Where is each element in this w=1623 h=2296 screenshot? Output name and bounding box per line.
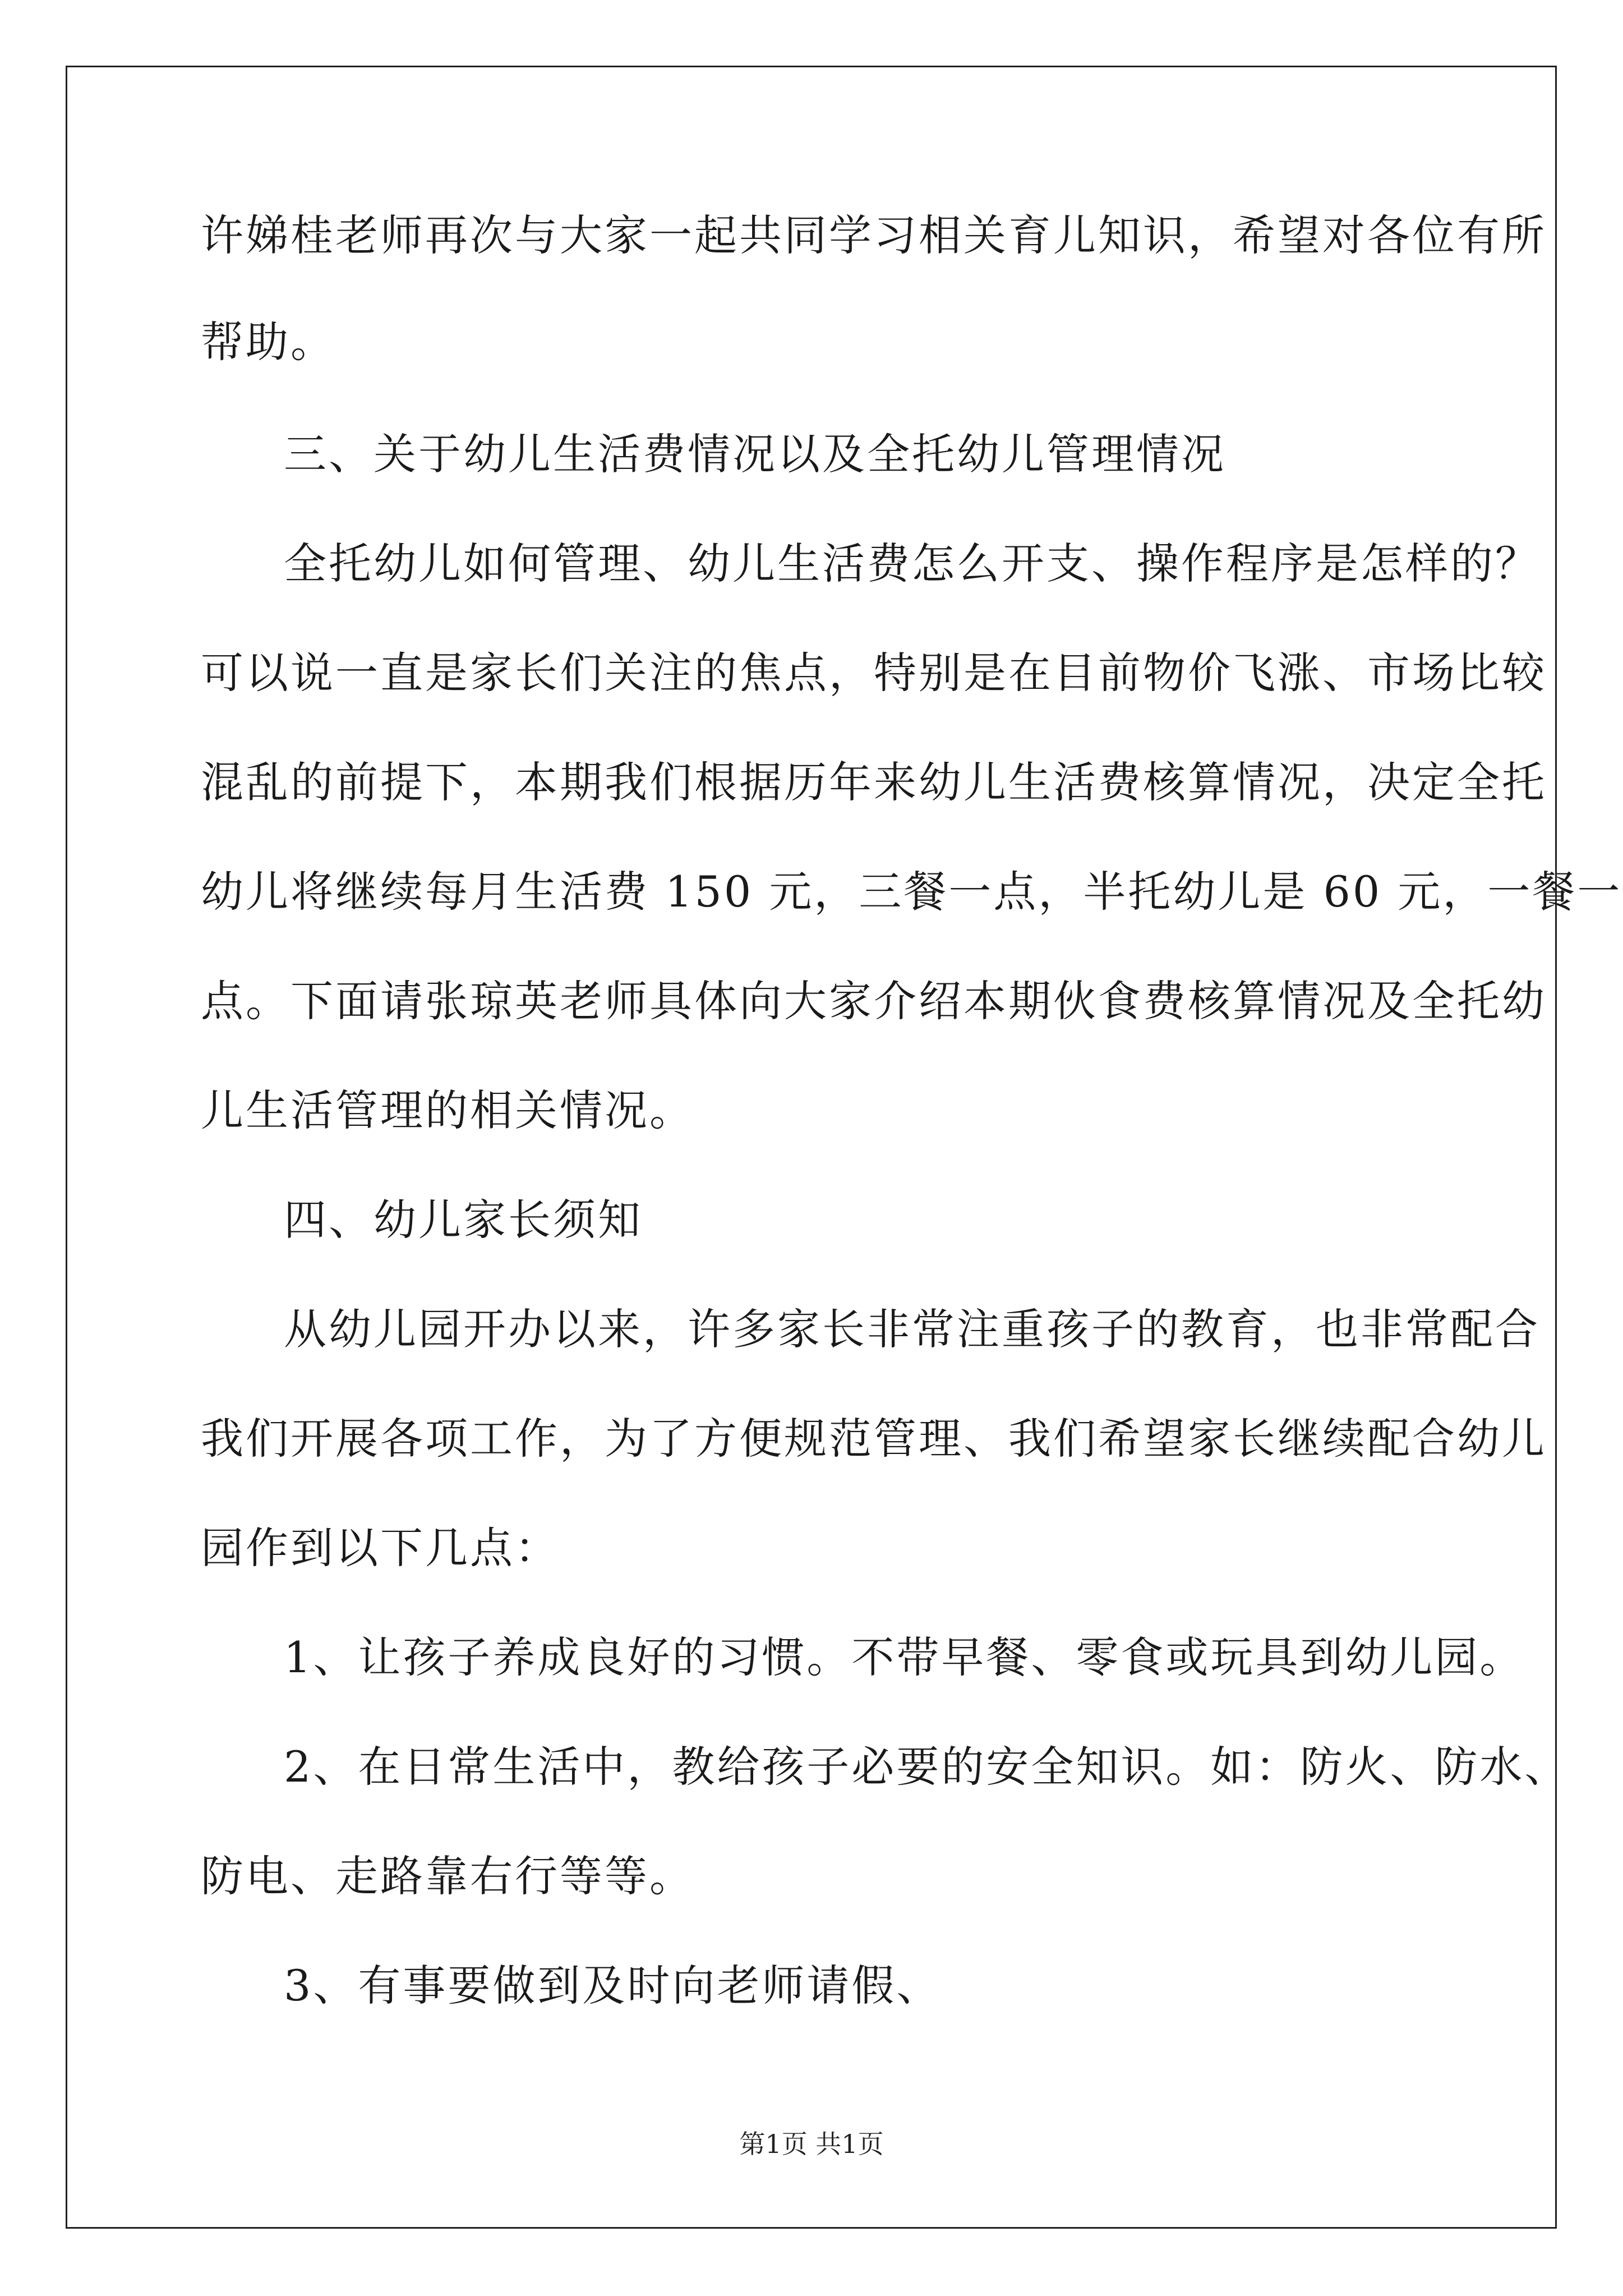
text-line: 帮助。 — [201, 317, 335, 367]
page-number: 第1页 共1页 — [739, 2129, 884, 2159]
text-line: 幼儿将继续每月生活费 150 元，三餐一点，半托幼儿是 60 元，一餐一 — [201, 867, 1622, 917]
text-line: 园作到以下几点： — [201, 1523, 560, 1573]
section-heading: 三、关于幼儿生活费情况以及全托幼儿管理情况 — [284, 429, 1226, 479]
text-line: 许娣桂老师再次与大家一起共同学习相关育儿知识，希望对各位有所 — [201, 210, 1547, 260]
text-line: 我们开展各项工作，为了方便规范管理、我们希望家长继续配合幼儿 — [201, 1414, 1547, 1464]
list-item: 2、在日常生活中，教给孩子必要的安全知识。如：防火、防水、 — [284, 1742, 1570, 1792]
list-item: 1、让孩子养成良好的习惯。不带早餐、零食或玩具到幼儿园。 — [284, 1632, 1525, 1682]
text-line: 可以说一直是家长们关注的焦点，特别是在目前物价飞涨、市场比较 — [201, 648, 1547, 698]
text-line: 点。下面请张琼英老师具体向大家介绍本期伙食费核算情况及全托幼 — [201, 976, 1547, 1026]
section-heading: 四、幼儿家长须知 — [284, 1195, 643, 1245]
text-line: 全托幼儿如何管理、幼儿生活费怎么开支、操作程序是怎样的？ — [284, 539, 1540, 588]
text-line: 从幼儿园开办以来，许多家长非常注重孩子的教育，也非常配合 — [284, 1304, 1540, 1354]
text-line: 防电、走路靠右行等等。 — [201, 1851, 694, 1901]
text-line: 混乱的前提下，本期我们根据历年来幼儿生活费核算情况，决定全托 — [201, 757, 1547, 807]
list-item: 3、有事要做到及时向老师请假、 — [284, 1961, 942, 2010]
text-line: 儿生活管理的相关情况。 — [201, 1085, 694, 1135]
